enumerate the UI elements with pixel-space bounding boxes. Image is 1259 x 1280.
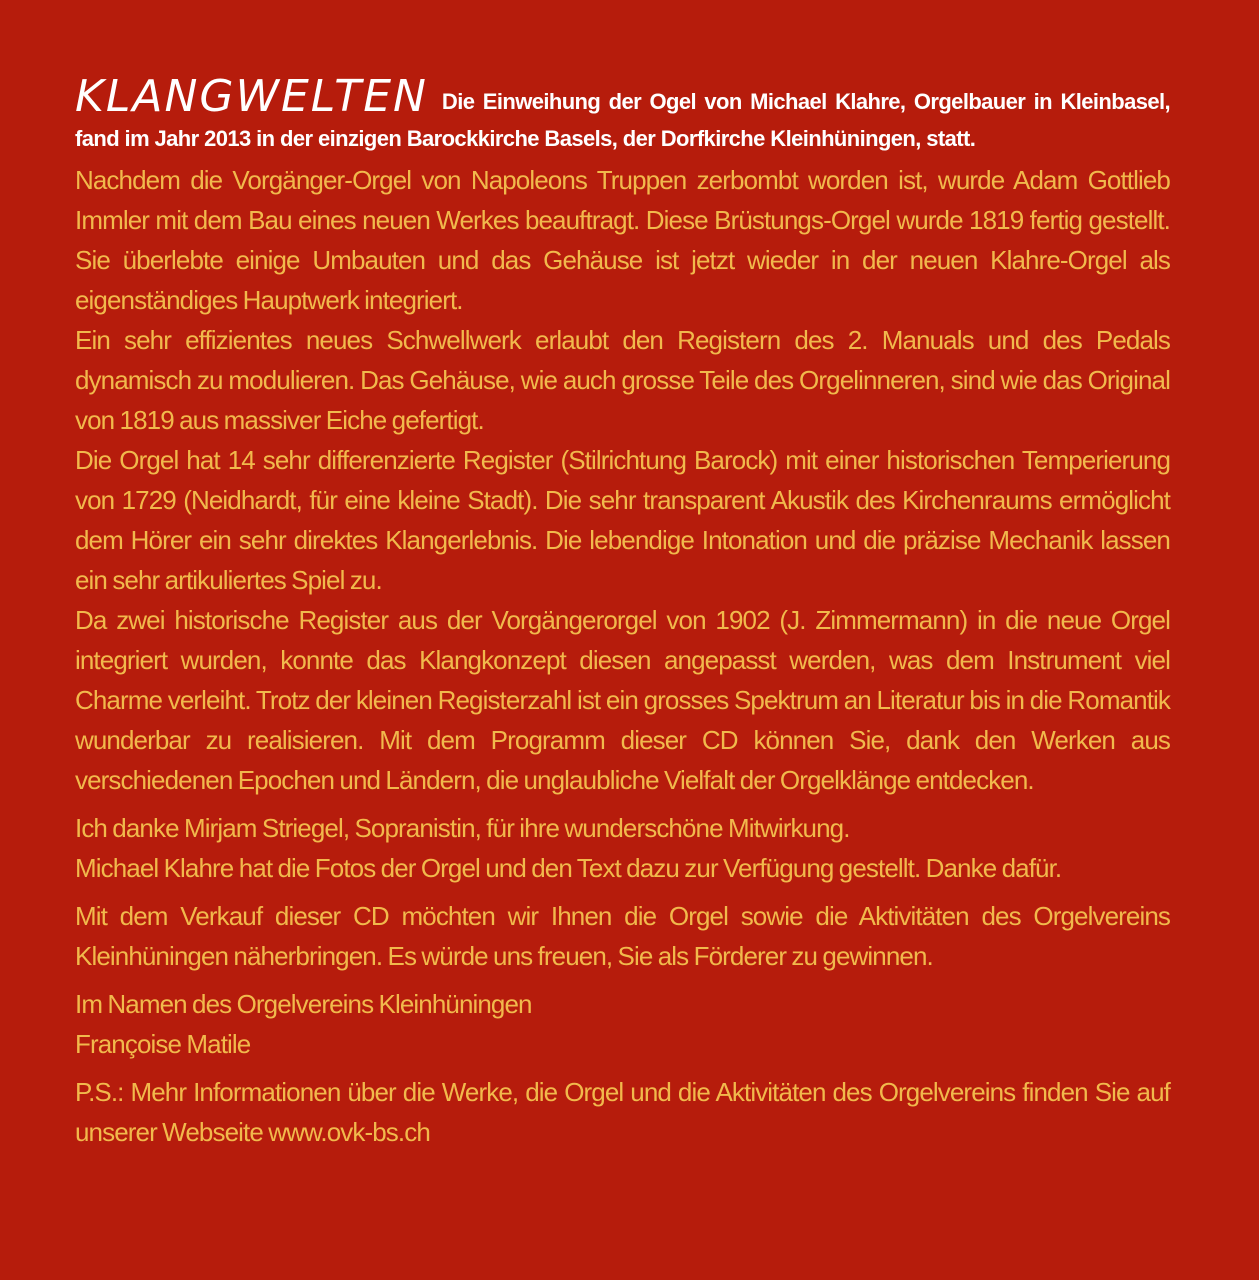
ps-paragraph: P.S.: Mehr Informationen über die Werke, die Orgel und die Aktivitäten des Orgelvereins finden Sie auf unserer Webseite www.ovk-bs.ch [75,1077,1170,1147]
booklet-page [75,71,1170,1152]
signature-line: Im Namen des Orgelvereins Kleinhüningen [75,989,532,1019]
sale-section [75,896,1170,976]
signature-name: Françoise Matile [75,1029,251,1059]
sale-paragraph: Mit dem Verkauf dieser CD möchten wir Ihnen die Orgel sowie die Aktivitäten des Orgelvereins Kleinhüningen näherbringen. Es würde uns freuen, Sie als Förderer zu gewinnen. [75,901,1170,971]
paragraph-history: Nachdem die Vorgänger-Orgel von Napoleons Truppen zerbombt worden ist, wurde Adam Gottlieb Immler mit dem Bau eines neuen Werkes beauftragt. Diese Brüstungs-Orgel wurde 1819 fertig gestellt. Sie überlebte einige Umbauten und das Gehäuse ist jetzt wieder in der neuen Klahre-Orgel als eigenständiges Hauptwerk integriert. [75,165,1170,315]
page-title: KLANGWELTEN [75,71,428,122]
ps-section [75,1072,1170,1152]
thanks-section [75,808,1170,888]
paragraph-schwellwerk: Ein sehr effizientes neues Schwellwerk erlaubt den Registern des 2. Manuals und des Pedals dynamisch zu modulieren. Das Gehäuse, wie auch grosse Teile des Orgelinneren, sind wie das Original von 1819 aus massiver Eiche gefertigt. [75,325,1170,435]
signature-section [75,984,1170,1064]
paragraph-registers: Die Orgel hat 14 sehr differenzierte Register (Stilrichtung Barock) mit einer historischen Temperierung von 1729 (Neidhardt, für eine kleine Stadt). Die sehr transparent Akustik des Kirchenraums ermöglicht dem Hörer ein sehr direktes Klangerlebnis. Die lebendige Intonation und die präzise Mechanik lassen ein sehr artikuliertes Spiel zu. [75,445,1170,595]
thanks-line-photos: Michael Klahre hat die Fotos der Orgel und den Text dazu zur Verfügung gestellt. Danke dafür. [75,853,1062,883]
history-section [75,160,1170,800]
intro-paragraph [75,71,1170,157]
thanks-line-singer: Ich danke Mirjam Striegel, Sopranistin, für ihre wunderschöne Mitwirkung. [75,813,850,843]
paragraph-sound-concept: Da zwei historische Register aus der Vorgängerorgel von 1902 (J. Zimmermann) in die neue Orgel integriert wurden, konnte das Klangkonzept diesen angepasst werden, was dem Instrument viel Charme verleiht. Trotz der kleinen Registerzahl ist ein grosses Spektrum an Literatur bis in die Romantik wunderbar zu realisieren. Mit dem Programm dieser CD können Sie, dank den Werken aus verschiedenen Epochen und Ländern, die unglaubliche Vielfalt der Orgelklänge entdecken. [75,605,1170,795]
intro-text: Die Einweihung der Ogel von Michael Klahre, Orgelbauer in Kleinbasel, fand im Jahr 2013 in der einzigen Barockkirche Basels, der Dorfkirche Kleinhüningen, statt. [75,89,1170,151]
